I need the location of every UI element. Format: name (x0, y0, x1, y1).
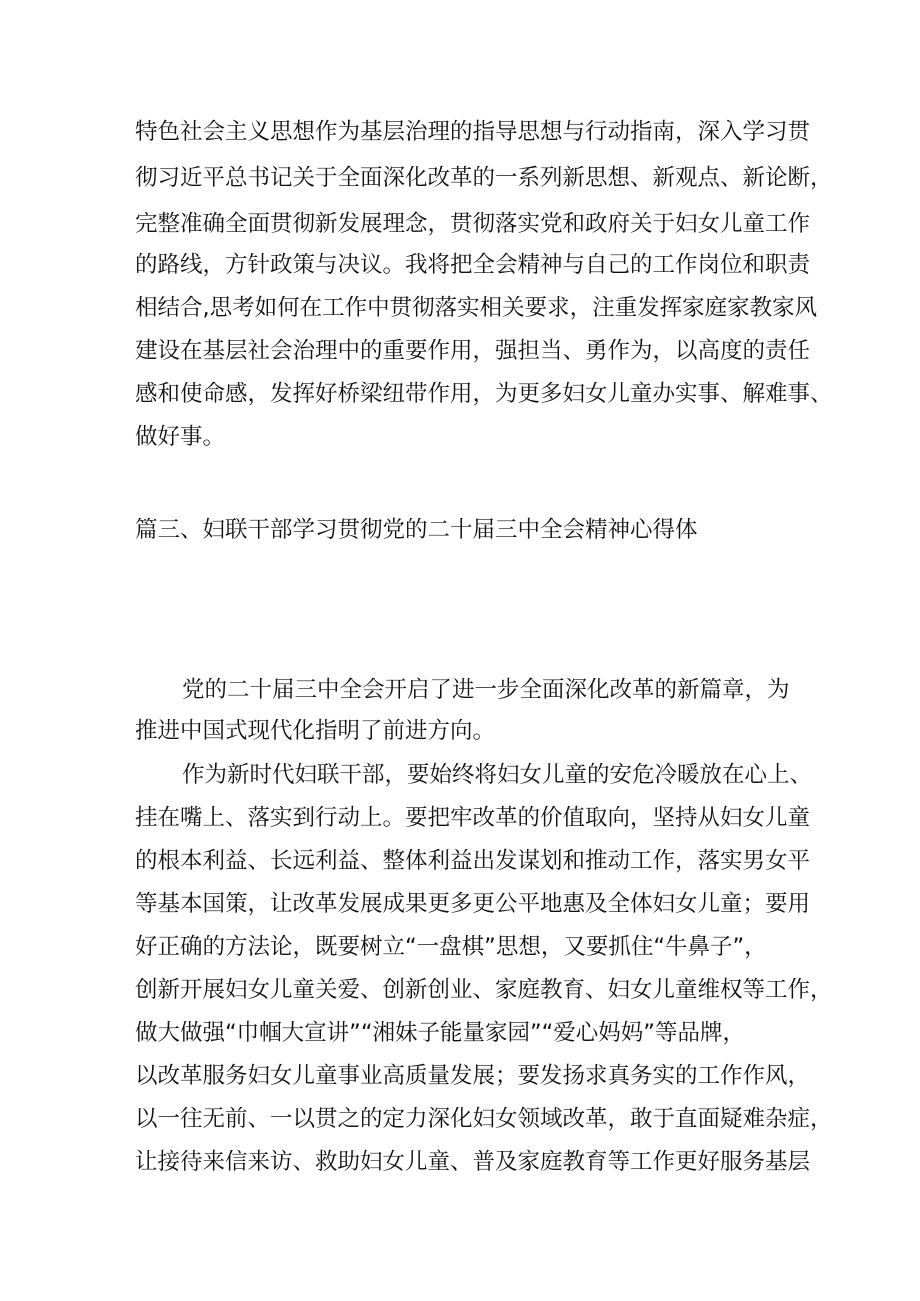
text-line: 相结合,思考如何在工作中贯彻落实相关要求，注重发挥家庭家教家风 (135, 295, 818, 321)
text-line: 党的二十届三中全会开启了进一步全面深化改革的新篇章，为 (182, 677, 790, 703)
text-line: 特色社会主义思想作为基层治理的指导思想与行动指南，深入学习贯 (135, 119, 811, 145)
text-line: 等基本国策，让改革发展成果更多更公平地惠及全体妇女儿童；要用 (135, 891, 811, 917)
text-line: 挂在嘴上、落实到行动上。要把牢改革的价值取向，坚持从妇女儿童 (135, 805, 811, 831)
text-line: 以一往无前、一以贯之的定力深化妇女领域改革，敢于直面疑难杂症， (135, 1106, 833, 1132)
text-line: 做好事。 (135, 424, 226, 450)
text-line: 让接待来信来访、救助妇女儿童、普及家庭教育等工作更好服务基层 (135, 1149, 811, 1175)
text-line: 彻习近平总书记关于全面深化改革的一系列新思想、新观点、新论断， (135, 165, 833, 191)
text-line: 建设在基层社会治理中的重要作用，强担当、勇作为，以高度的责任 (135, 338, 811, 364)
section-heading: 篇三、妇联干部学习贯彻党的二十届三中全会精神心得体 (135, 517, 698, 543)
text-line: 以改革服务妇女儿童事业高质量发展；要发扬求真务实的工作作风， (135, 1063, 811, 1089)
text-line: 做大做强“巾帼大宣讲”“湘妹子能量家园”“爱心妈妈”等品牌， (135, 1020, 745, 1046)
text-line: 作为新时代妇联干部，要始终将妇女儿童的安危冷暖放在心上、 (182, 762, 813, 788)
text-line: 推进中国式现代化指明了前进方向。 (135, 718, 496, 744)
text-line: 好正确的方法论，既要树立“一盘棋”思想，又要抓住“牛鼻子”， (135, 934, 767, 960)
text-line: 的根本利益、长远利益、整体利益出发谋划和推动工作，落实男女平 (135, 848, 811, 874)
text-line: 感和使命感，发挥好桥梁纽带作用，为更多妇女儿童办实事、解难事、 (135, 381, 833, 407)
text-line: 创新开展妇女儿童关爱、创新创业、家庭教育、妇女儿童维权等工作， (135, 977, 833, 1003)
text-line: 完整准确全面贯彻新发展理念，贯彻落实党和政府关于妇女儿童工作 (135, 211, 811, 237)
text-line: 的路线，方针政策与决议。我将把全会精神与自己的工作岗位和职责 (135, 252, 811, 278)
